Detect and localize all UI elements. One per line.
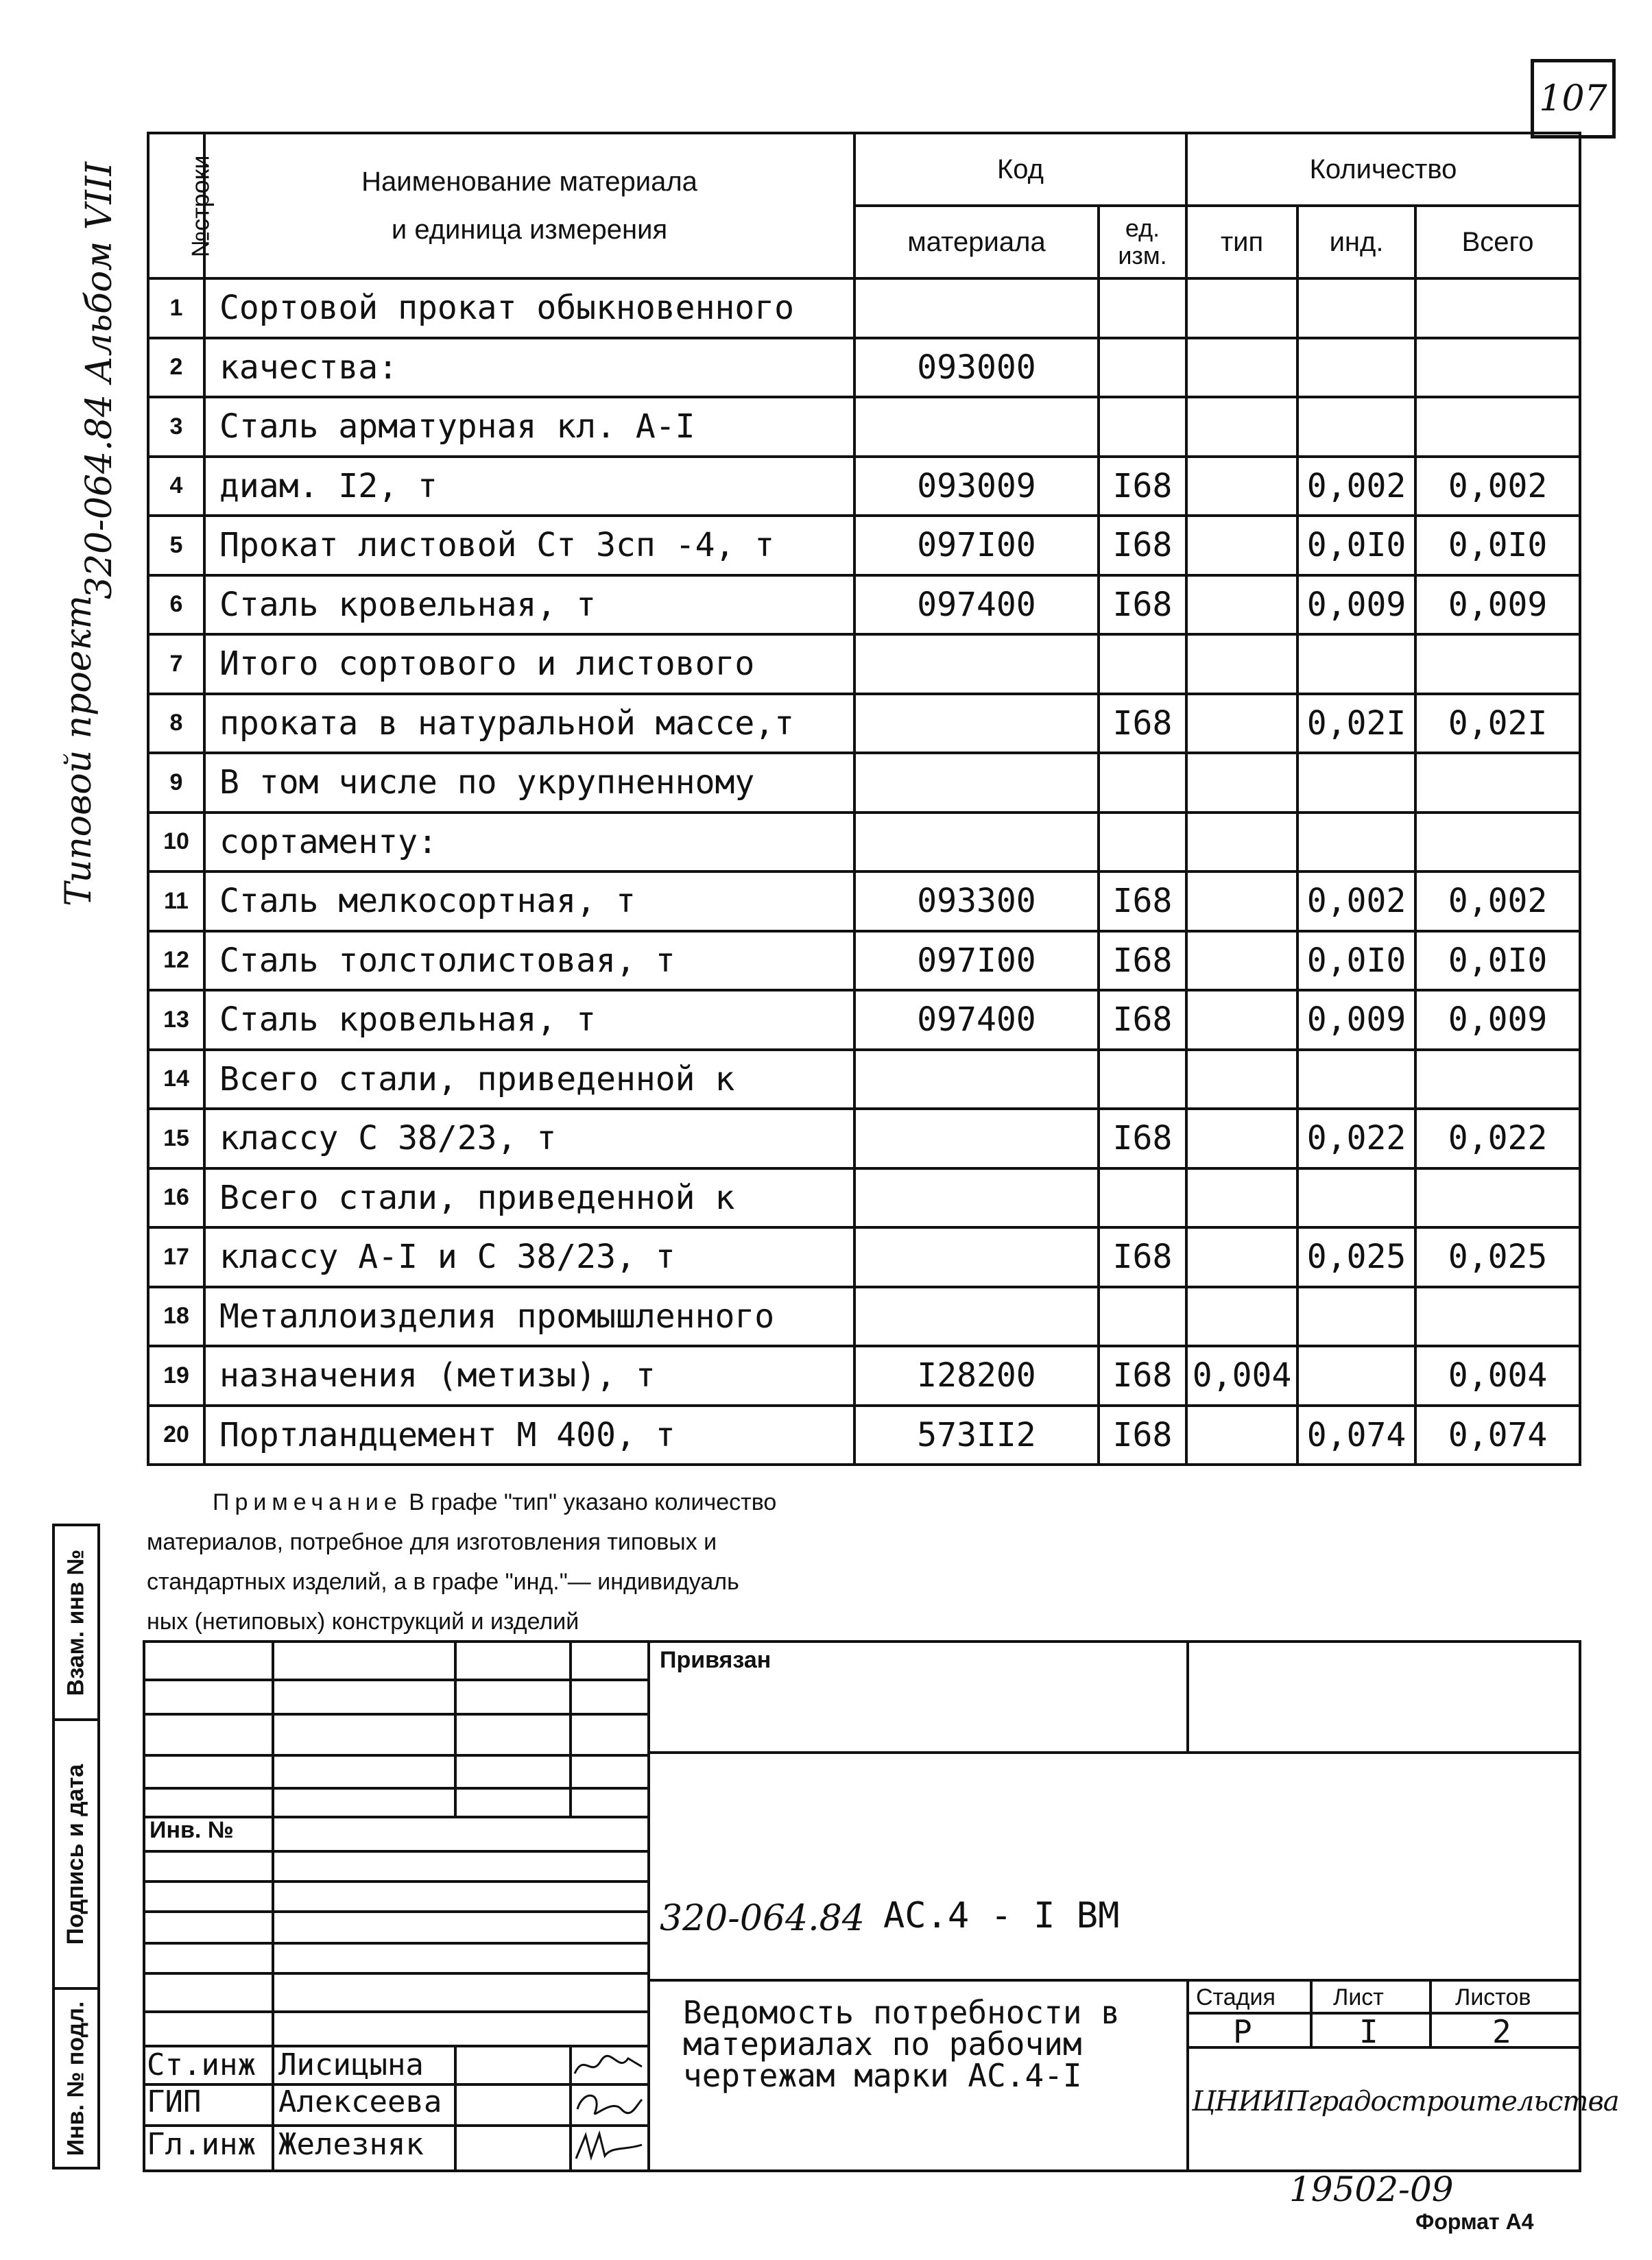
material-code: 097400 [854, 575, 1099, 635]
tb-right-v-desc [1186, 1979, 1189, 2172]
unit-code: I68 [1099, 1406, 1186, 1465]
qty-total: 0,0I0 [1415, 516, 1580, 575]
qty-ind [1297, 753, 1415, 813]
row-number: 13 [148, 990, 204, 1050]
material-code [854, 1050, 1099, 1109]
material-name: классу С 38/23, т [204, 1109, 854, 1168]
qty-ind [1297, 1050, 1415, 1109]
note-line2: материалов, потребное для изготовления типовых и [147, 1529, 717, 1555]
qty-ind: 0,0I0 [1297, 931, 1415, 991]
material-name: Сталь арматурная кл. A-I [204, 397, 854, 457]
inv-no-label: Инв. № [149, 1817, 234, 1843]
signature-3 [571, 2126, 647, 2168]
tb-right-h1 [647, 1751, 1581, 1754]
qty-ind [1297, 278, 1415, 338]
material-name: сортаменту: [204, 813, 854, 872]
qty-ind: 0,0I0 [1297, 516, 1415, 575]
tb-grid-h8 [143, 1910, 650, 1913]
qty-type: 0,004 [1186, 1346, 1297, 1406]
signature-2 [571, 2084, 647, 2124]
material-name: Прокат листовой Ст 3сп -4, т [204, 516, 854, 575]
material-code: 093009 [854, 457, 1099, 516]
qty-total: 0,02I [1415, 694, 1580, 754]
qty-type [1186, 278, 1297, 338]
description-line1: Ведомость потребности в [683, 1994, 1120, 2031]
table-row [148, 516, 1580, 575]
qty-total [1415, 278, 1580, 338]
material-code: 093000 [854, 338, 1099, 398]
signer-name-3: Железняк [278, 2127, 424, 2162]
material-name: Металлоизделия промышленного [204, 1287, 854, 1347]
material-name: диам. I2, т [204, 457, 854, 516]
unit-code: I68 [1099, 575, 1186, 635]
row-number: 5 [148, 516, 204, 575]
header-q-ind: инд. [1297, 206, 1415, 278]
sheets-label: Листов [1455, 1984, 1531, 2010]
tb-grid-v3 [454, 2045, 457, 2172]
row-number: 18 [148, 1287, 204, 1347]
sheet-value: I [1359, 2013, 1378, 2050]
signer-name-2: Алексеева [278, 2084, 442, 2119]
tb-frame-left [143, 1640, 145, 2172]
row-number: 3 [148, 397, 204, 457]
table-row [148, 1050, 1580, 1109]
unit-code: I68 [1099, 871, 1186, 931]
tb-grid-v1 [272, 1640, 274, 2172]
qty-type [1186, 1406, 1297, 1465]
row-number: 9 [148, 753, 204, 813]
unit-code [1099, 338, 1186, 398]
sheet-number: 107 [1531, 59, 1616, 139]
qty-total [1415, 813, 1580, 872]
material-code [854, 694, 1099, 754]
material-code [854, 278, 1099, 338]
qty-ind [1297, 397, 1415, 457]
unit-code [1099, 813, 1186, 872]
side-inv-label: Инв. № подл. [62, 2001, 89, 2156]
unit-code: I68 [1099, 516, 1186, 575]
unit-code: I68 [1099, 1227, 1186, 1287]
qty-ind [1297, 1168, 1415, 1228]
material-code: 097400 [854, 990, 1099, 1050]
header-name-line2: и единица измерения [391, 215, 668, 245]
qty-type [1186, 1287, 1297, 1347]
signer-role-2: ГИП [147, 2084, 202, 2119]
material-name: качества: [204, 338, 854, 398]
tb-grid-h10 [143, 1972, 650, 1975]
qty-ind: 0,022 [1297, 1109, 1415, 1168]
qty-total: 0,009 [1415, 575, 1580, 635]
signer-role-3: Гл.инж [147, 2127, 256, 2162]
unit-code [1099, 278, 1186, 338]
tb-grid-h7 [143, 1880, 650, 1883]
material-name: Сортовой прокат обыкновенного [204, 278, 854, 338]
qty-type [1186, 1168, 1297, 1228]
signer-role-1: Ст.инж [147, 2047, 256, 2082]
archive-number: 19502-09 [1289, 2169, 1454, 2209]
doc-code: АС.4 - I ВМ [883, 1895, 1120, 1936]
row-number: 14 [148, 1050, 204, 1109]
row-number: 11 [148, 871, 204, 931]
qty-type [1186, 1109, 1297, 1168]
table-row [148, 871, 1580, 931]
note [147, 1482, 1244, 1642]
table-row [148, 1168, 1580, 1228]
side-podpis-cell [52, 1718, 100, 1990]
row-number: 4 [148, 457, 204, 516]
side-vzam-label: Взам. инв № [62, 1549, 89, 1696]
table-row [148, 813, 1580, 872]
qty-ind: 0,009 [1297, 990, 1415, 1050]
table-row [148, 338, 1580, 398]
header-row-no: №строки [148, 133, 204, 278]
qty-ind [1297, 634, 1415, 694]
qty-ind: 0,025 [1297, 1227, 1415, 1287]
signer-name-1: Лисицына [278, 2047, 424, 2082]
qty-ind: 0,002 [1297, 871, 1415, 931]
material-code [854, 1168, 1099, 1228]
material-name: назначения (метизы), т [204, 1346, 854, 1406]
row-number: 6 [148, 575, 204, 635]
qty-ind [1297, 1346, 1415, 1406]
row-number: 1 [148, 278, 204, 338]
material-code [854, 1287, 1099, 1347]
table-row [148, 990, 1580, 1050]
qty-total: 0,002 [1415, 871, 1580, 931]
sheet-label: Лист [1333, 1984, 1384, 2010]
qty-ind: 0,002 [1297, 457, 1415, 516]
qty-total [1415, 1287, 1580, 1347]
tb-right-h2 [647, 1979, 1581, 1982]
margin-album-text: 320-064.84 Альбом VIII [79, 162, 120, 599]
table-row [148, 457, 1580, 516]
qty-ind: 0,02I [1297, 694, 1415, 754]
material-name: Сталь мелкосортная, т [204, 871, 854, 931]
doc-code-handwritten: 320-064.84 [660, 1898, 865, 1939]
unit-code: I68 [1099, 694, 1186, 754]
qty-total: 0,009 [1415, 990, 1580, 1050]
material-name: В том числе по укрупненному [204, 753, 854, 813]
qty-total: 0,0I0 [1415, 931, 1580, 991]
margin-project-text: Типовой проект [58, 595, 99, 906]
unit-code [1099, 397, 1186, 457]
table-row [148, 931, 1580, 991]
material-code [854, 753, 1099, 813]
material-name: Сталь кровельная, т [204, 990, 854, 1050]
row-number: 7 [148, 634, 204, 694]
qty-type [1186, 338, 1297, 398]
qty-ind: 0,009 [1297, 575, 1415, 635]
privyazan-label: Привязан [660, 1647, 771, 1673]
title-block [143, 1640, 1619, 2172]
tb-grid-h9 [143, 1942, 650, 1945]
tb-frame-top [143, 1640, 1581, 1643]
format-label: Формат А4 [1415, 2209, 1534, 2234]
unit-code: I68 [1099, 931, 1186, 991]
material-name: Всего стали, приведенной к [204, 1168, 854, 1228]
material-code: 097I00 [854, 516, 1099, 575]
note-line3: стандартных изделий, а в графе "инд."— индивидуаль [147, 1569, 739, 1595]
qty-total [1415, 338, 1580, 398]
qty-total [1415, 1168, 1580, 1228]
qty-type [1186, 813, 1297, 872]
side-podpis-label: Подпись и дата [62, 1764, 89, 1945]
unit-code [1099, 1287, 1186, 1347]
stage-value: Р [1233, 2013, 1252, 2050]
note-line4: ных (нетиповых) конструкций и изделий [147, 1609, 579, 1635]
materials-table [147, 132, 1581, 1466]
tb-grid-h11 [143, 2010, 650, 2013]
tb-grid-v6 [647, 1640, 650, 2172]
qty-type [1186, 871, 1297, 931]
material-code [854, 813, 1099, 872]
material-name: Итого сортового и листового [204, 634, 854, 694]
qty-total [1415, 753, 1580, 813]
table-row [148, 1227, 1580, 1287]
row-number: 8 [148, 694, 204, 754]
qty-ind [1297, 1287, 1415, 1347]
material-name: проката в натуральной массе,т [204, 694, 854, 754]
material-code: 093300 [854, 871, 1099, 931]
note-line1: В графе "тип" указано количество [409, 1489, 777, 1515]
table-row [148, 634, 1580, 694]
tb-right-v-privyazan [1186, 1640, 1189, 1754]
material-code: 573II2 [854, 1406, 1099, 1465]
qty-total: 0,004 [1415, 1346, 1580, 1406]
table-row [148, 1287, 1580, 1347]
qty-total: 0,022 [1415, 1109, 1580, 1168]
header-name-line1: Наименование материала [361, 167, 697, 197]
qty-total [1415, 1050, 1580, 1109]
qty-type [1186, 516, 1297, 575]
qty-type [1186, 575, 1297, 635]
sheets-value: 2 [1492, 2013, 1511, 2050]
qty-type [1186, 457, 1297, 516]
side-inv-cell [52, 1987, 100, 2169]
material-code [854, 1227, 1099, 1287]
qty-total: 0,074 [1415, 1406, 1580, 1465]
header-name [204, 133, 854, 278]
qty-ind [1297, 338, 1415, 398]
row-number: 2 [148, 338, 204, 398]
qty-total: 0,025 [1415, 1227, 1580, 1287]
unit-code [1099, 1168, 1186, 1228]
material-name: Сталь толстолистовая, т [204, 931, 854, 991]
table-row [148, 1406, 1580, 1465]
tb-grid-h2 [143, 1713, 650, 1716]
signature-1 [571, 2046, 647, 2084]
qty-type [1186, 753, 1297, 813]
description-line3: чертежам марки АС.4-I [683, 2057, 1082, 2094]
material-code: I28200 [854, 1346, 1099, 1406]
header-code-unit: ед. изм. [1099, 206, 1186, 278]
unit-code: I68 [1099, 457, 1186, 516]
header-quantity: Количество [1186, 133, 1580, 206]
tb-stage-v2 [1429, 1979, 1432, 2049]
material-code [854, 1109, 1099, 1168]
qty-type [1186, 694, 1297, 754]
material-code: 097I00 [854, 931, 1099, 991]
note-title: Примечание [213, 1489, 403, 1515]
unit-code: I68 [1099, 1346, 1186, 1406]
header-q-type: тип [1186, 206, 1297, 278]
side-vzam-cell [52, 1524, 100, 1721]
material-name: Портландцемент М 400, т [204, 1406, 854, 1465]
tb-grid-h6 [143, 1850, 650, 1853]
table-row [148, 1346, 1580, 1406]
table-row [148, 575, 1580, 635]
qty-type [1186, 1050, 1297, 1109]
qty-ind: 0,074 [1297, 1406, 1415, 1465]
qty-type [1186, 634, 1297, 694]
qty-type [1186, 1227, 1297, 1287]
stage-label: Стадия [1196, 1984, 1276, 2010]
header-code-material: материала [854, 206, 1099, 278]
row-number: 16 [148, 1168, 204, 1228]
qty-type [1186, 931, 1297, 991]
qty-total [1415, 397, 1580, 457]
unit-code [1099, 1050, 1186, 1109]
table-row [148, 753, 1580, 813]
row-number: 17 [148, 1227, 204, 1287]
tb-grid-h1 [143, 1679, 650, 1681]
row-number: 19 [148, 1346, 204, 1406]
qty-total: 0,002 [1415, 457, 1580, 516]
unit-code [1099, 634, 1186, 694]
material-name: Всего стали, приведенной к [204, 1050, 854, 1109]
qty-type [1186, 990, 1297, 1050]
row-number: 20 [148, 1406, 204, 1465]
header-q-total: Всего [1415, 206, 1580, 278]
qty-type [1186, 397, 1297, 457]
unit-code: I68 [1099, 990, 1186, 1050]
table-row [148, 1109, 1580, 1168]
unit-code [1099, 753, 1186, 813]
organization: ЦНИИПградостроительства [1192, 2086, 1619, 2117]
tb-grid-h3 [143, 1754, 650, 1757]
row-number: 10 [148, 813, 204, 872]
description-line2: материалах по рабочим [683, 2025, 1082, 2063]
table-row [148, 694, 1580, 754]
qty-total [1415, 634, 1580, 694]
table-row [148, 278, 1580, 338]
row-number: 12 [148, 931, 204, 991]
qty-ind [1297, 813, 1415, 872]
material-code [854, 634, 1099, 694]
header-code: Код [854, 133, 1186, 206]
row-number: 15 [148, 1109, 204, 1168]
material-name: Сталь кровельная, т [204, 575, 854, 635]
tb-grid-h4 [143, 1787, 650, 1790]
material-name: классу A-I и С 38/23, т [204, 1227, 854, 1287]
unit-code: I68 [1099, 1109, 1186, 1168]
material-code [854, 397, 1099, 457]
table-row [148, 397, 1580, 457]
tb-stage-v1 [1310, 1979, 1313, 2049]
